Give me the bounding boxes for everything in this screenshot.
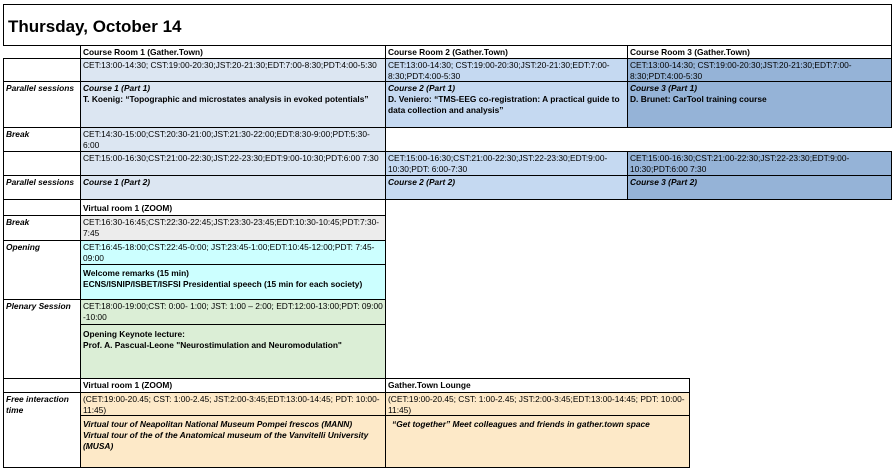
welcome-title: Welcome remarks (15 min) — [83, 268, 189, 278]
plenary-label: Plenary Session — [6, 301, 71, 311]
label-cell-blank1 — [3, 58, 81, 82]
room2-part1-time: CET:13:00-14:30; CST:19:00-20:30;JST:20-21:30;EDT:7:00-8:30;PDT:4:00-5:30 — [385, 58, 628, 82]
plenary-label-cell — [3, 299, 81, 379]
lounge-header: Gather.Town Lounge — [385, 378, 690, 393]
break1-label: Break — [6, 129, 30, 139]
room2-part2-time: CET:15:00-16:30;CST:21:00-22:30;JST:22-23:30;EDT:9:00-10:30;PDT: 6:00-7:30 — [385, 151, 628, 176]
course3-part1-cell — [627, 81, 892, 128]
label-cell-blank2 — [3, 151, 81, 176]
room1-header: Course Room 1 (Gather.Town) — [80, 45, 386, 59]
course2-part1-cell — [385, 81, 628, 128]
break2-label-cell — [3, 215, 81, 241]
room2-header: Course Room 2 (Gather.Town) — [385, 45, 628, 59]
parallel-sessions2-label: Parallel sessions — [6, 177, 74, 187]
plenary-time: CET:18:00-19:00;CST: 0:00- 1:00; JST: 1:00 – 2:00; EDT:12:00-13:00;PDT: 09:00 -10:00 — [80, 299, 386, 325]
welcome-cell — [80, 264, 386, 300]
break1-time: CET:14:30-15:00;CST:20:30-21:00;JST:21:30-22:00;EDT:8:30-9:00;PDT:5:30-6:00 — [80, 127, 386, 152]
break2-label: Break — [6, 217, 30, 227]
virtual-room2-header: Virtual room 1 (ZOOM) — [80, 378, 386, 393]
parallel-sessions-label-cell — [3, 81, 81, 128]
parallel-sessions-label: Parallel sessions — [6, 83, 74, 93]
get-together: “Get together” Meet colleagues and friends in gather.town space — [385, 415, 690, 468]
parallel-sessions2-label-cell — [3, 175, 81, 200]
course1-part2: Course 1 (Part 2) — [80, 175, 386, 200]
break1-label-cell — [3, 127, 81, 152]
course2-part2: Course 2 (Part 2) — [385, 175, 628, 200]
free-label: Free interaction time — [6, 394, 69, 415]
course1-part1-desc: T. Koenig: “Topographic and microstates analysis in evoked potentials” — [83, 94, 369, 104]
room3-header: Course Room 3 (Gather.Town) — [627, 45, 892, 59]
keynote-title: Opening Keynote lecture: — [83, 329, 185, 339]
room3-part1-time: CET:13:00-14:30; CST:19:00-20:30;JST:20-21:30;EDT:7:00-8:30;PDT:4:00-5:30 — [627, 58, 892, 82]
course1-part1-cell — [80, 81, 386, 128]
course3-part1-title: Course 3 (Part 1) — [630, 83, 698, 93]
welcome-desc: ECNS/ISNIP/ISBET/ISFSI Presidential speech (15 min for each society) — [83, 279, 363, 289]
course2-part1-title: Course 2 (Part 1) — [388, 83, 456, 93]
free-label-cell — [3, 392, 81, 468]
keynote-desc: Prof. A. Pascual-Leone "Neurostimulation and Neuromodulation" — [83, 340, 342, 350]
opening-time: CET:16:45-18:00;CST:22:45-0:00; JST:23:45-1:00;EDT:10:45-12:00;PDT: 7:45-09:00 — [80, 240, 386, 265]
free-room1-time: (CET:19:00-20.45; CST: 1:00-2.45; JST:2:00-3:45;EDT:13:00-14:45; PDT: 10:00-11:45) — [80, 392, 386, 416]
opening-label-cell — [3, 240, 81, 300]
free-room2-time: (CET:19:00-20.45; CST: 1:00-2.45; JST:2:00-3:45;EDT:13:00-14:45; PDT: 10:00-11:45) — [385, 392, 690, 416]
label-cell-blank4 — [3, 378, 81, 393]
room1-part1-time: CET:13:00-14:30; CST:19:00-20:30;JST:20-21:30;EDT:7:00-8:30;PDT:4:00-5:30 — [80, 58, 386, 82]
course2-part1-desc: D. Veniero: “TMS-EEG co-registration: A practical guide to data collection and analysis” — [388, 94, 620, 115]
course3-part1-desc: D. Brunet: CarTool training course — [630, 94, 767, 104]
room3-part2-time: CET:15:00-16:30;CST:21:00-22:30;JST:22-23:30;EDT:9:00-10:30;PDT:6:00 7:30 — [627, 151, 892, 176]
course3-part2: Course 3 (Part 2) — [627, 175, 892, 200]
label-cell-blank3 — [3, 199, 81, 216]
museum-tour: Virtual tour of Neapolitan National Museum Pompei frescos (MANN) Virtual tour of the of the Anatomical museum of the Vanvitelli University (MUSA) — [80, 415, 386, 468]
title-cell — [3, 4, 892, 46]
break2-time: CET:16:30-16:45;CST:22:30-22:45;JST:23:30-23:45;EDT:10:30-10:45;PDT:7:30-7:45 — [80, 215, 386, 241]
page-title: Thursday, October 14 — [8, 17, 182, 36]
keynote-cell — [80, 324, 386, 379]
course1-part1-title: Course 1 (Part 1) — [83, 83, 151, 93]
virtual-room-header: Virtual room 1 (ZOOM) — [80, 199, 386, 216]
room1-part2-time: CET:15:00-16:30;CST:21:00-22:30;JST:22-23:30;EDT:9:00-10:30;PDT:6:00 7:30 — [80, 151, 386, 176]
opening-label: Opening — [6, 242, 40, 252]
